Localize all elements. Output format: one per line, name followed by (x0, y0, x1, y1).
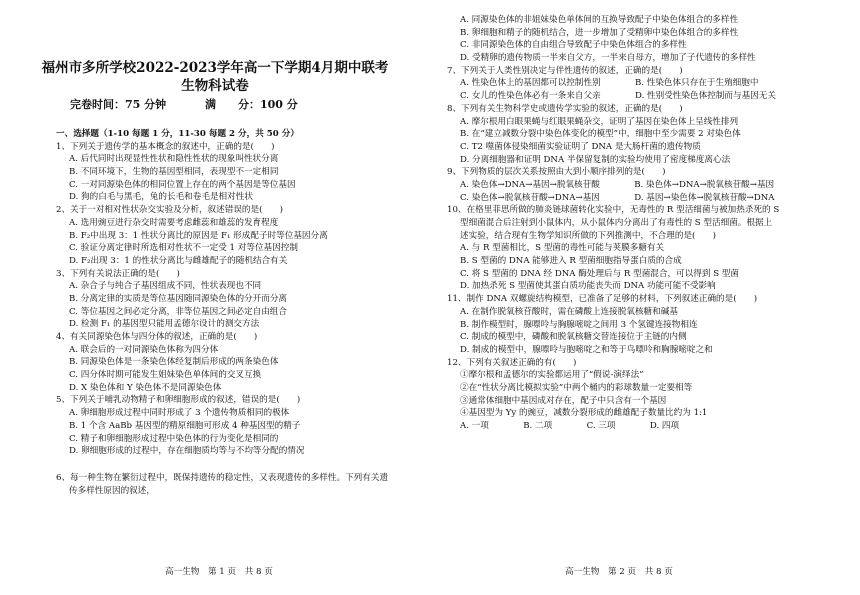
question-stem: 6、每一种生物在繁衍过程中，既保持遗传的稳定性，又表现遗传的多样性。下列有关遗 (56, 472, 389, 483)
question-stem: 4、有关同源染色体与四分体的叙述，正确的是( ) (56, 332, 258, 342)
answer-option: D. 受精卵的遗传物质一半来自父方，一半来自母方，增加了子代遗传的多样性 (460, 53, 756, 64)
answer-option: C. 将 S 型菌的 DNA 经 DNA 酶处理后与 R 型菌混合，可以得到 S 型菌 (460, 268, 739, 279)
exam-time: 完卷时间：75 分钟 (70, 98, 167, 111)
answer-option: A. 后代同时出现显性性状和隐性性状的现象叫性状分离 (69, 154, 279, 165)
answer-option: D. 分离细胞器和证明 DNA 半保留复制的实验均使用了密度梯度离心法 (460, 154, 731, 165)
answer-option: 型细菌混合后注射到小鼠体内，从小鼠体内分离出了有毒性的 S 型活细菌。根据上 (460, 218, 773, 228)
answer-option: A. 卵细胞形成过程中同时形成了 3 个遗传物质相同的极体 (69, 408, 290, 419)
page-2-footer: 高一生物 第 2 页 共 8 页 (565, 567, 673, 577)
answer-option: ④基因型为 Yy 的豌豆，减数分裂形成的雌雄配子数量比约为 1:1 (460, 408, 708, 419)
answer-option: C. 精子和卵细胞形成过程中染色体的行为变化是相同的 (69, 433, 279, 444)
page-1-questions (56, 128, 426, 497)
exam-title: 福州市多所学校2022-2023学年高一下学期4月期中联考 (41, 60, 389, 76)
answer-option: B. S 型菌的 DNA 能够进入 R 型菌细胞指导蛋白质的合成 (460, 256, 682, 267)
answer-option: B. 制作模型时，腺嘌呤与胸腺嘧啶之间用 3 个氢键连接物相连 (460, 319, 698, 330)
answer-option: C. 制成的模型中，磷酸和脱氧核糖交替连接位于主链的内侧 (460, 332, 687, 343)
answer-option: B. 1 个含 AaBb 基因型的精原细胞可形成 4 种基因型的精子 (69, 420, 301, 431)
answer-option: D. 卵细胞形成的过程中，存在细胞质均等与不均等分配的情况 (69, 446, 305, 457)
answer-option: A. 摩尔根用白眼果蝇与红眼果蝇杂交，证明了基因在染色体上呈线性排列 (460, 116, 739, 127)
question-stem: 5、下列关于哺乳动物精子和卵细胞形成的叙述，错误的是( ) (56, 395, 301, 406)
answer-option: C. 染色体→脱氧核苷酸→DNA→基因 D. 基因→染色体→脱氧核苷酸→DNA (460, 192, 775, 203)
answer-option: A. 与 R 型菌相比，S 型菌的毒性可能与荚膜多糖有关 (460, 243, 665, 254)
answer-option: A. 在制作脱氧核苷酸时，需在磷酸上连接脱氧核糖和碱基 (460, 306, 678, 317)
answer-option: A. 同源染色体的非姐妹染色单体间的互换导致配子中染色体组合的多样性 (460, 15, 739, 25)
answer-option: D. 制成的模型中，腺嘌呤与胞嘧啶之和等于鸟嘌呤和胸腺嘧啶之和 (460, 344, 713, 355)
exam-subject-title: 生物科试卷 (181, 78, 249, 94)
question-stem: 10、在格里菲思所做的肺炎链球菌转化实验中，无毒性的 R 型活细菌与被加热杀死的 S (447, 205, 780, 216)
answer-option: C. 非同源染色体的自由组合导致配子中染色体组合的多样性 (460, 40, 687, 51)
answer-option: B. 卵细胞和精子的随机结合，进一步增加了受精卵中染色体组合的多样性 (460, 27, 739, 38)
question-stem: 7、下列关于人类性别决定与伴性遗传的叙述，正确的是( ) (447, 65, 683, 76)
question-stem: 9、下列物质的层次关系按照由大到小顺序排列的是( ) (447, 167, 666, 178)
section-heading: 一、选择题（1-10 每题 1 分，11-30 每题 2 分，共 50 分） (56, 129, 299, 139)
question-stem: 11、制作 DNA 双螺旋结构模型，已准备了足够的材料，下列叙述正确的是( ) (447, 294, 758, 305)
answer-option: C. 等位基因之间必定分离，非等位基因之间必定自由组合 (69, 306, 287, 317)
answer-option: D. X 染色体和 Y 染色体不是同源染色体 (69, 382, 222, 393)
answer-option: A. 杂合子与纯合子基因组成不同，性状表现也不同 (69, 281, 262, 292)
question-stem-continued: 传多样性原因的叙述， (69, 485, 155, 496)
answer-option: A. 一项 B. 二项 C. 三项 D. 四项 (460, 421, 680, 431)
page-2-questions (447, 14, 779, 433)
answer-option: C. 女儿的性染色体必有一条来自父亲 D. 性别受性染色体控制而与基因无关 (460, 91, 776, 102)
question-stem: 2、关于一对相对性状杂交实验及分析，叙述错误的是( ) (56, 205, 284, 216)
answer-option: D. 加热杀死 S 型菌使其蛋白质功能丧失而 DNA 功能可能不受影响 (460, 281, 716, 292)
spacer (56, 458, 426, 472)
answer-option: A. 染色体→DNA→基因→脱氧核苷酸 B. 染色体→DNA→脱氧核苷酸→基因 (460, 179, 775, 190)
answer-option: A. 性染色体上的基因都可以控制性别 B. 性染色体只存在于生殖细胞中 (460, 78, 759, 89)
answer-option: D. 检测 F₁ 的基因型只能用孟德尔设计的测交方法 (69, 319, 260, 330)
answer-option: C. 验证分离定律时所选相对性状不一定受 1 对等位基因控制 (69, 243, 298, 254)
question-stem: 12、下列有关叙述正确的有( ) (447, 357, 577, 368)
answer-option: D. F₂出现 3：1 的性状分离比与雌雄配子的随机结合有关 (69, 255, 288, 266)
answer-option: B. 分离定律的实质是等位基因随同源染色体的分开而分离 (69, 293, 288, 304)
answer-option: C. T2 噬菌体侵染细菌实验证明了 DNA 是大肠杆菌的遗传物质 (460, 141, 701, 152)
question-stem: 1、下列关于遗传学的基本概念的叙述中，正确的是( ) (56, 141, 275, 152)
answer-option: A. 联会后的一对同源染色体称为四分体 (69, 344, 219, 355)
answer-option: A. 选用豌豆进行杂交时需要考虑雌蕊和雄蕊的发育程度 (69, 217, 279, 228)
answer-option: ①摩尔根和孟德尔的实验都运用了“假说-演绎法” (460, 370, 644, 381)
answer-option: D. 狗的白毛与黑毛，兔的长毛和卷毛是相对性状 (69, 192, 253, 203)
page-1-footer: 高一生物 第 1 页 共 8 页 (165, 567, 273, 577)
exam-score: 满 分：100 分 (205, 98, 298, 111)
answer-option: B. 同源染色体是一条染色体经复制后形成的两条染色体 (69, 357, 279, 368)
answer-option: ③通常体细胞中基因成对存在，配子中只含有一个基因 (460, 395, 667, 406)
answer-option: B. F₂中出现 3：1 性状分离比的原因是 F₁ 形成配子时等位基因分离 (69, 230, 328, 241)
question-stem: 8、下列有关生物科学史或遗传学实验的叙述，正确的是( ) (447, 103, 683, 114)
answer-option: B. 在“建立减数分裂中染色体变化的模型”中，细胞中至少需要 2 对染色体 (460, 129, 741, 140)
answer-option: B. 不同环境下，生物的基因型相同，表现型不一定相同 (69, 167, 279, 178)
answer-option: 述实验，结合现有生物学知识所做的下列推测中，不合理的是( ) (460, 230, 716, 241)
answer-option: C. 一对同源染色体的相同位置上存在的两个基因是等位基因 (69, 179, 296, 190)
question-stem: 3、下列有关说法正确的是( ) (56, 268, 180, 279)
answer-option: ②在“性状分离比模拟实验”中两个桶内的彩球数量一定要相等 (460, 382, 693, 393)
answer-option: C. 四分体时期可能发生姐妹染色单体间的交叉互换 (69, 370, 262, 381)
